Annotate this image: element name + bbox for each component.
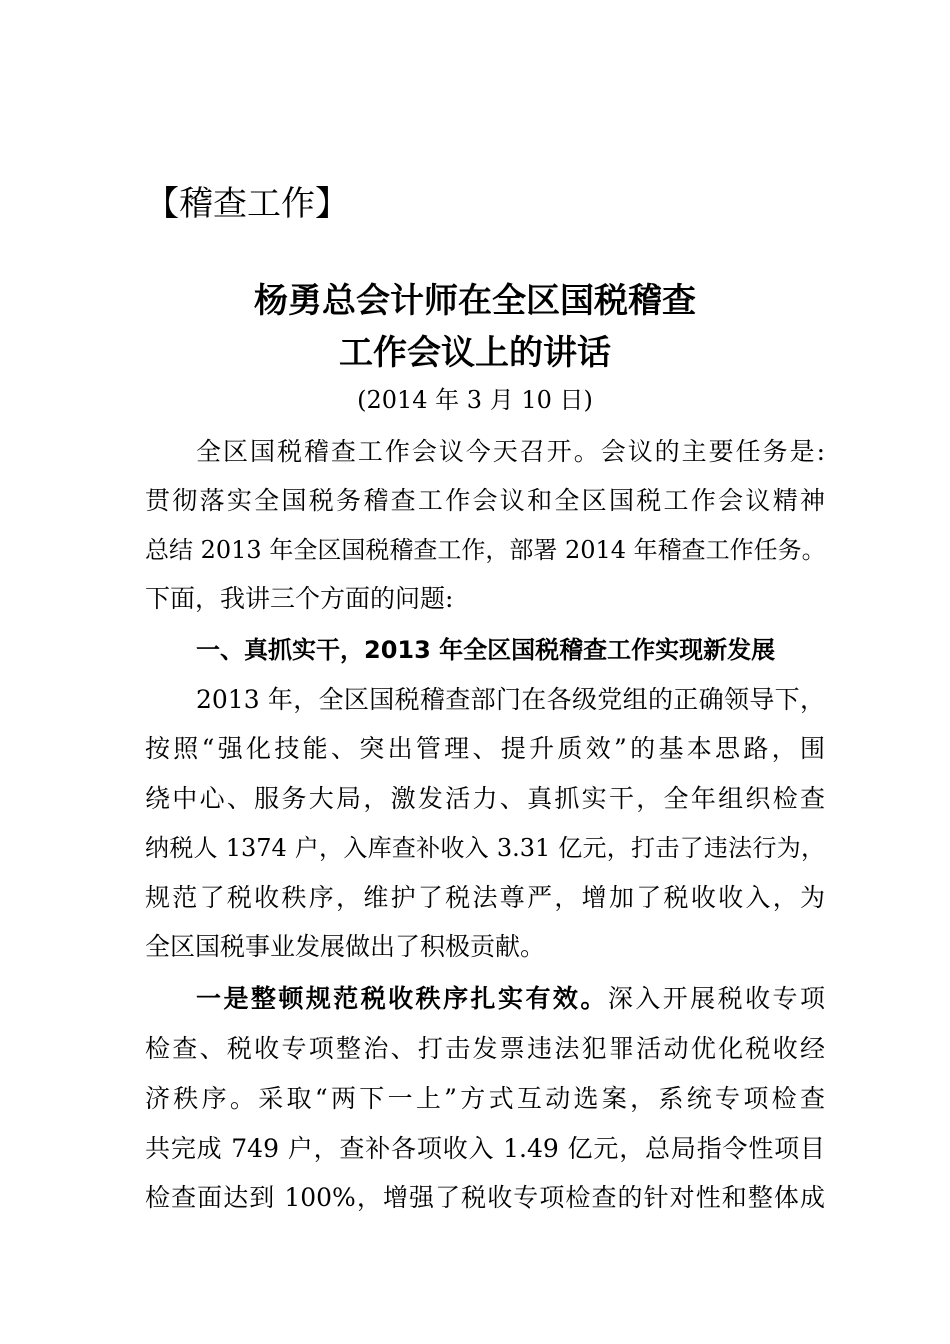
intro-line-4: 下面，我讲三个方面的问题: <box>145 584 454 613</box>
intro-line-3: 总结 2013 年全区国税稽查工作，部署 2014 年稽查工作任务。 <box>145 536 826 564</box>
para2-line-1-rest: 深入开展税收专项 <box>607 984 825 1013</box>
document-title-line-1: 杨勇总会计师在全区国税稽查 <box>254 281 696 321</box>
para2-line-5: 检查面达到 100%，增强了税收专项检查的针对性和整体成 <box>145 1183 825 1212</box>
speech-date: (2014 年 3 月 10 日) <box>357 386 593 414</box>
section-heading-1: 一、真抓实干，2013 年全区国税稽查工作实现新发展 <box>196 636 776 664</box>
para1-line-4: 纳税人 1374 户，入库查补收入 3.31 亿元，打击了违法行为， <box>145 834 825 862</box>
para1-line-6: 全区国税事业发展做出了积极贡献。 <box>145 932 546 961</box>
section-tag: 【稽查工作】 <box>145 184 349 224</box>
para1-line-1: 2013 年，全区国税稽查部门在各级党组的正确领导下， <box>196 685 825 714</box>
para2-line-4: 共完成 749 户，查补各项收入 1.49 亿元，总局指令性项目 <box>145 1134 825 1163</box>
para1-line-3: 绕中心、服务大局，激发活力、真抓实干，全年组织检查 <box>145 784 825 813</box>
para2-line-3: 济秩序。采取“两下一上”方式互动选案，系统专项检查 <box>145 1084 825 1113</box>
intro-line-1: 全区国税稽查工作会议今天召开。会议的主要任务是: <box>196 437 825 466</box>
para1-line-5: 规范了税收秩序，维护了税法尊严，增加了税收收入，为 <box>145 883 825 912</box>
para2-line-1 <box>196 981 825 1017</box>
para2-lead: 一是整顿规范税收秩序扎实有效。 <box>196 984 608 1013</box>
intro-line-2: 贯彻落实全国税务稽查工作会议和全区国税工作会议精神 <box>145 486 825 515</box>
document-title-line-2: 工作会议上的讲话 <box>339 333 611 373</box>
para2-line-2: 检查、税收专项整治、打击发票违法犯罪活动优化税收经 <box>145 1034 825 1063</box>
para1-line-2: 按照“强化技能、突出管理、提升质效”的基本思路，围 <box>145 734 825 763</box>
